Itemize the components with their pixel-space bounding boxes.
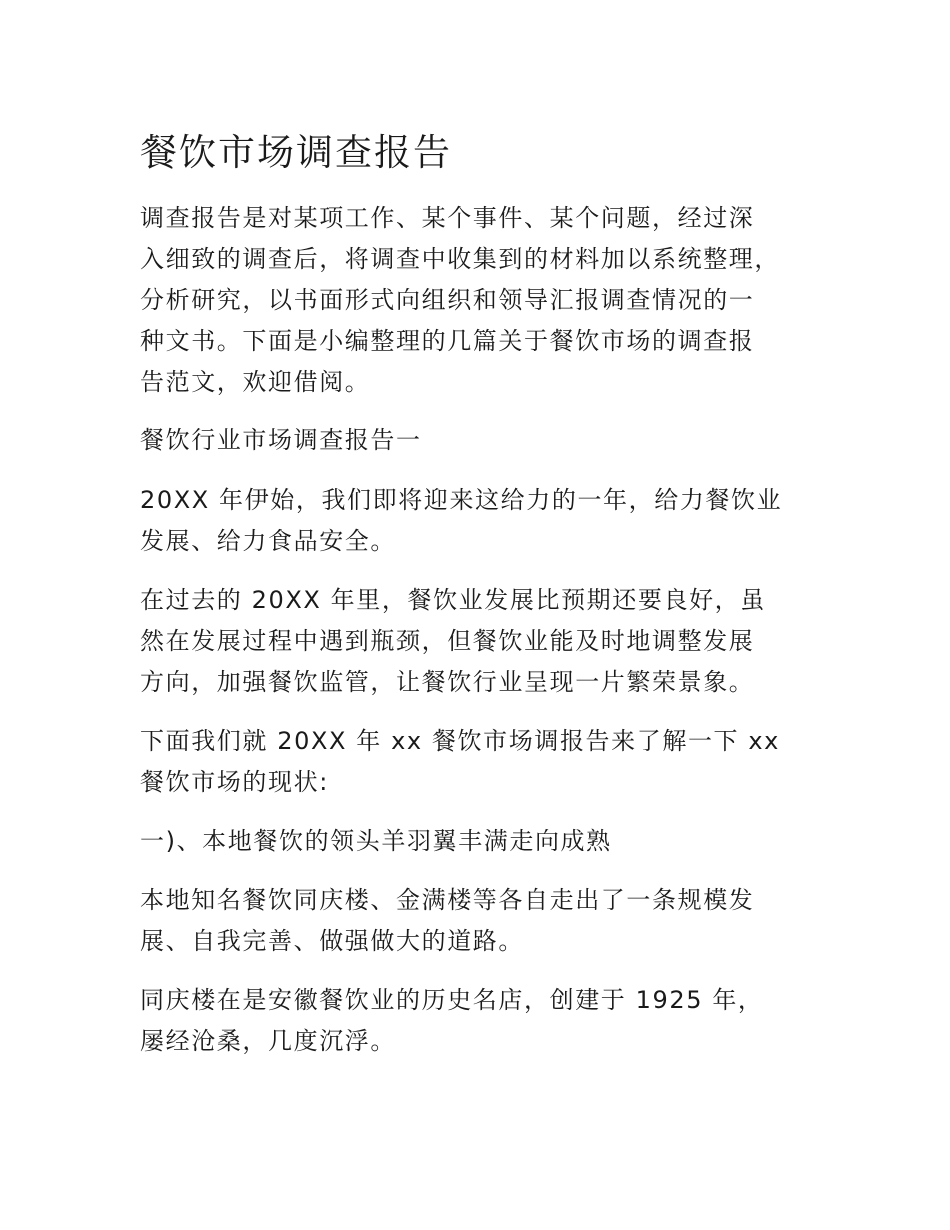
body-paragraph: 下面我们就 20XX 年 xx 餐饮市场调报告来了解一下 xx 餐饮市场的现状: [140, 727, 780, 796]
document-page [140, 0, 820, 1230]
subsection-heading: 一)、本地餐饮的领头羊羽翼丰满走向成熟 [140, 827, 612, 855]
body-paragraph: 在过去的 20XX 年里，餐饮业发展比预期还要良好，虽 然在发展过程中遇到瓶颈，但餐饮业能及时地调整发展 方向，加强餐饮监管，让餐饮行业呈现一片繁荣景象。 [140, 586, 766, 696]
section-heading: 餐饮行业市场调查报告一 [140, 426, 422, 454]
body-paragraph: 同庆楼在是安徽餐饮业的历史名店，创建于 1925 年， 屡经沧桑，几度沉浮。 [140, 986, 764, 1055]
body-paragraph: 20XX 年伊始，我们即将迎来这给力的一年，给力餐饮业 发展、给力食品安全。 [140, 486, 783, 555]
document-title: 餐饮市场调查报告 [140, 131, 452, 174]
intro-paragraph: 调查报告是对某项工作、某个事件、某个问题，经过深 入细致的调查后，将调查中收集到的材料加以系统整理， 分析研究，以书面形式向组织和领导汇报调查情况的一 种文书。下面是小编整理的几篇关于餐饮市场的调查报 告范文，欢迎借阅。 [140, 204, 780, 396]
body-paragraph: 本地知名餐饮同庆楼、金满楼等各自走出了一条规模发 展、自我完善、做强做大的道路。 [140, 886, 755, 955]
